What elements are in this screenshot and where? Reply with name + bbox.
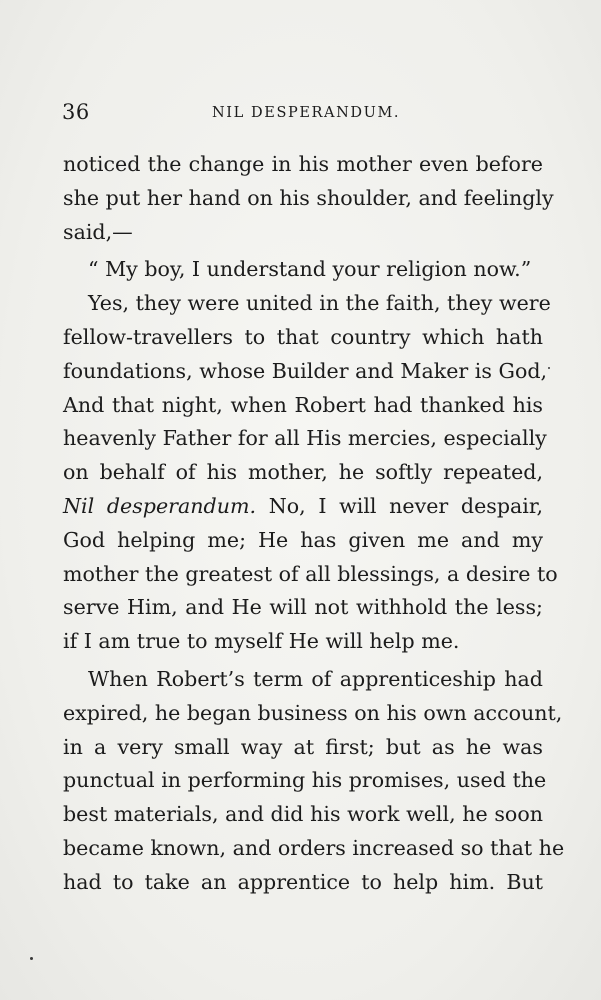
text-line: mother the greatest of all blessings, a desire to bbox=[63, 561, 558, 586]
body-text bbox=[63, 148, 565, 900]
paper-speck bbox=[548, 367, 550, 369]
line-remainder: No, I will never despair, bbox=[268, 493, 544, 518]
text-line-with-italic bbox=[63, 490, 543, 524]
text-line: became known, and orders increased so that he bbox=[63, 835, 565, 860]
text-line: expired, he began business on his own account, bbox=[63, 700, 563, 725]
text-line: God helping me; He has given me and my bbox=[63, 527, 543, 552]
spacer bbox=[256, 494, 269, 518]
text-line: she put her hand on his shoulder, and feelingly bbox=[63, 185, 554, 210]
text-line: fellow-travellers to that country which hath bbox=[63, 324, 543, 349]
running-title: NIL DESPERANDUM. bbox=[212, 105, 401, 121]
italic-phrase: Nil desperandum. bbox=[63, 493, 257, 518]
text-line: foundations, whose Builder and Maker is God, bbox=[63, 358, 548, 383]
text-line: And that night, when Robert had thanked his bbox=[63, 392, 543, 417]
text-line: Yes, they were united in the faith, they were bbox=[88, 291, 551, 316]
text-line: in a very small way at first; but as he was bbox=[63, 734, 543, 759]
page-number: 36 bbox=[62, 100, 90, 124]
text-line: had to take an apprentice to help him. But bbox=[63, 869, 543, 894]
paper-speck bbox=[30, 957, 33, 960]
text-line: noticed the change in his mother even before bbox=[63, 152, 543, 176]
text-line: punctual in performing his promises, used the bbox=[63, 768, 547, 793]
text-line: best materials, and did his work well, he soon bbox=[63, 802, 543, 827]
text-line: When Robert’s term of apprenticeship had bbox=[88, 666, 543, 691]
text-line: heavenly Father for all His mercies, especially bbox=[63, 426, 547, 451]
text-line: if I am true to myself He will help me. bbox=[63, 629, 460, 654]
text-line: serve Him, and He will not withhold the less; bbox=[63, 595, 543, 620]
running-head bbox=[62, 100, 546, 130]
text-line: said,— bbox=[63, 219, 133, 244]
text-line: “ My boy, I understand your religion now.” bbox=[88, 257, 532, 282]
text-line: on behalf of his mother, he softly repeated, bbox=[63, 460, 543, 485]
